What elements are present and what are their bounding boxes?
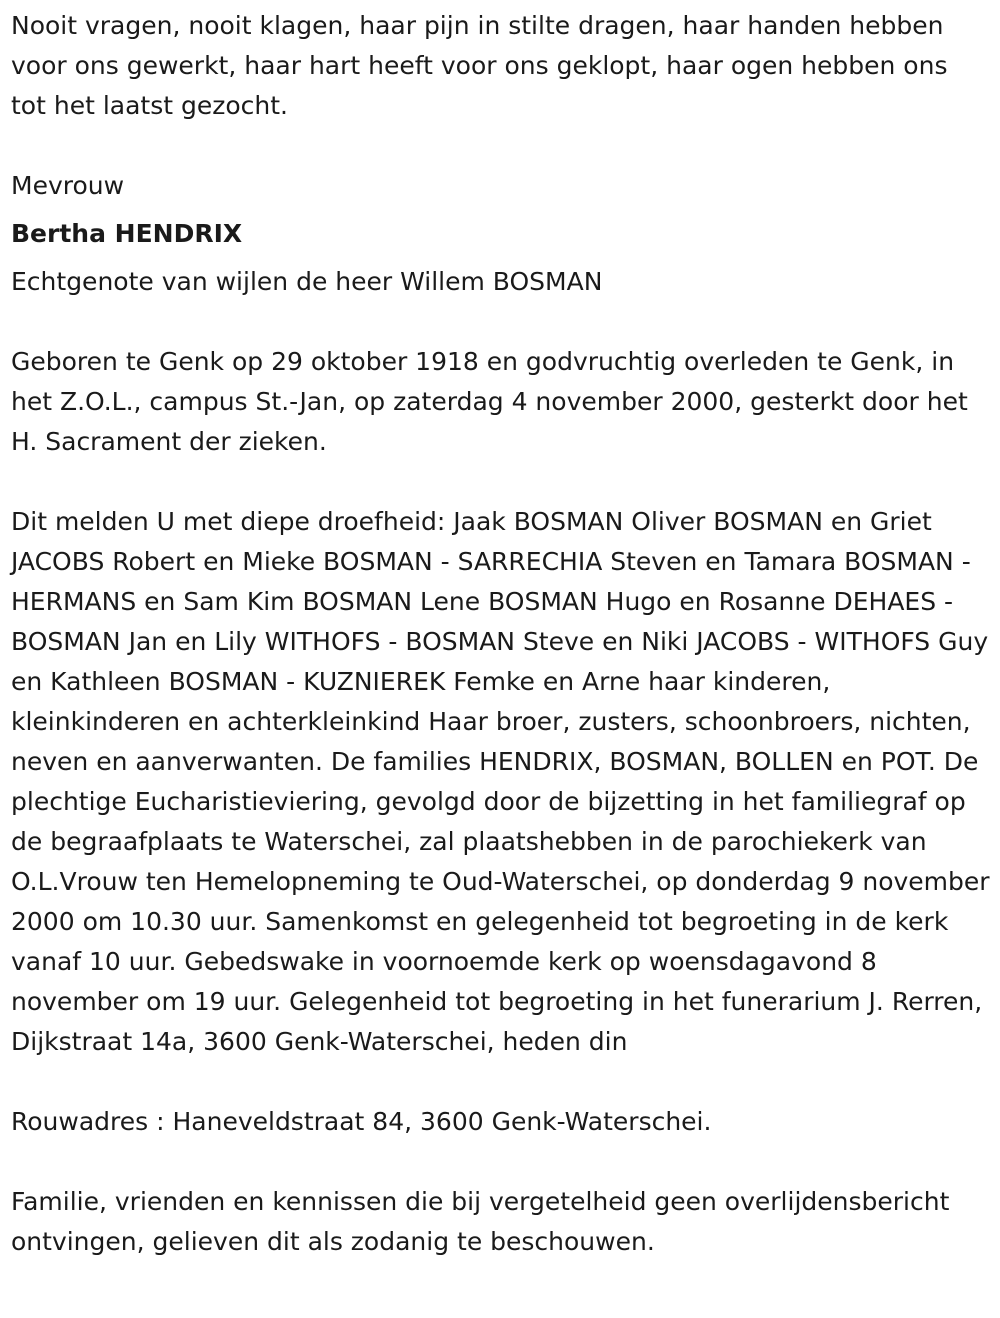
paragraph-gap [11, 126, 990, 166]
paragraph-gap [11, 1062, 990, 1102]
mourning-address: Rouwadres : Haneveldstraat 84, 3600 Genk-Waterschei. [11, 1107, 712, 1136]
poem-text: Nooit vragen, nooit klagen, haar pijn in stilte dragen, haar handen hebben voor ons gewerkt, haar hart heeft voor ons geklopt, haar ogen hebben ons tot het laatst gezocht. [11, 11, 948, 120]
salutation: Mevrouw [11, 171, 125, 200]
deceased-name: Bertha HENDRIX [11, 219, 243, 248]
birth-death-paragraph: Geboren te Genk op 29 oktober 1918 en godvruchtig overleden te Genk, in het Z.O.L., campus St.-Jan, op zaterdag 4 november 2000, gesterkt door het H. Sacrament der zieken. [11, 347, 968, 456]
spouse-line: Echtgenote van wijlen de heer Willem BOSMAN [11, 267, 603, 296]
paragraph-gap [11, 462, 990, 502]
paragraph-gap [11, 1142, 990, 1182]
closing-paragraph: Familie, vrienden en kennissen die bij vergetelheid geen overlijdensbericht ontvingen, gelieven dit als zodanig te beschouwen. [11, 1187, 950, 1256]
paragraph-gap [11, 302, 990, 342]
announcement-paragraph: Dit melden U met diepe droefheid: Jaak BOSMAN Oliver BOSMAN en Griet JACOBS Robert en Mieke BOSMAN - SARRECHIA Steven en Tamara BOSMAN - HERMANS en Sam Kim BOSMAN Lene BOSMAN Hugo en Rosanne DEHAES - BOSMAN Jan en Lily WITHOFS - BOSMAN Steve en Niki JACOBS - WITHOFS Guy en Kathleen BOSMAN - KUZNIEREK Femke en Arne haar kinderen, kleinkinderen en achterkleinkind Haar broer, zusters, schoonbroers, nichten, neven en aanverwanten. De families HENDRIX, BOSMAN, BOLLEN en POT. De plechtige Eucharistieviering, gevolgd door de bijzetting in het familiegraf op de begraafplaats te Waterschei, zal plaatshebben in de parochiekerk van O.L.Vrouw ten Hemelopneming te Oud-Waterschei, op donderdag 9 november 2000 om 10.30 uur. Samenkomst en gelegenheid tot begroeting in de kerk vanaf 10 uur. Gebedswake in voornoemde kerk op woensdagavond 8 november om 19 uur. Gelegenheid tot begroeting in het funerarium J. Rerren, Dijkstraat 14a, 3600 Genk-Waterschei, heden din [11, 507, 990, 1056]
